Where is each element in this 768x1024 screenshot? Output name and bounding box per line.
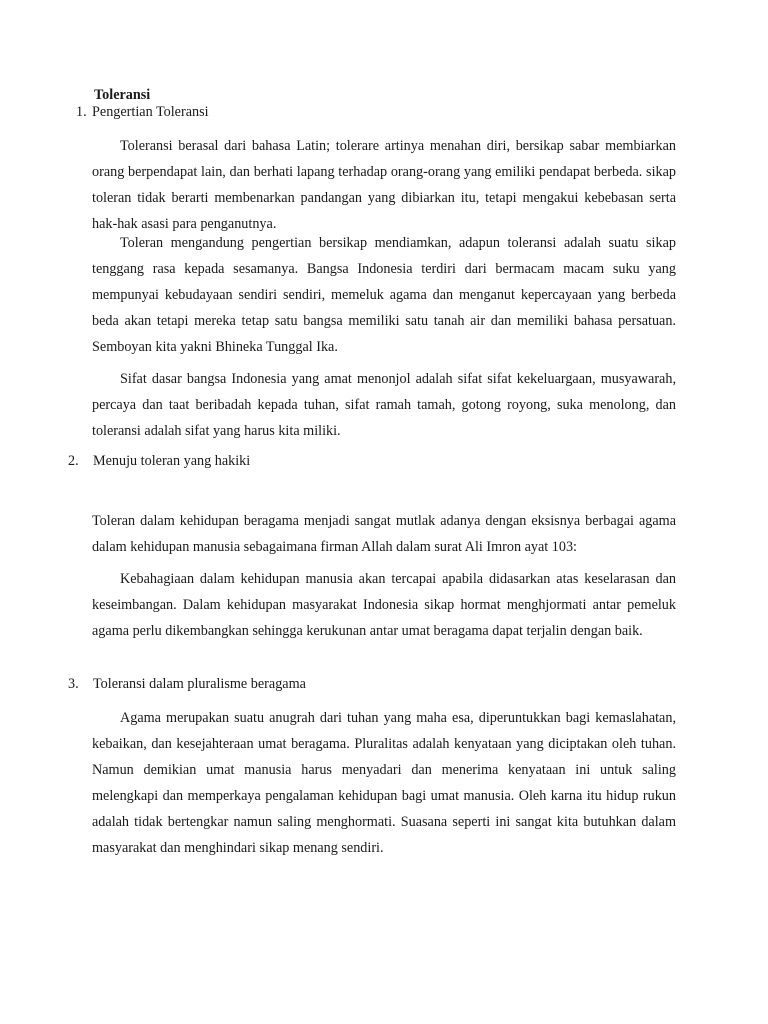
paragraph: Agama merupakan suatu anugrah dari tuhan yang maha esa, diperuntukkan bagi kemaslahatan, kebaikan, dan kesejahteraan umat beragama. Pluralitas adalah kenyataan yang diciptakan oleh tuhan. Namun demikian umat manusia harus menyadari dan menerima kenyataan ini untuk saling melengkapi dan memperkaya pengalaman kehidupan bagi umat manusia. Oleh karna itu hidup rukun adalah tidak bertengkar namun saling menghormati. Suasana seperti ini sangat kita butuhkan dalam masyarakat dan menghindari sikap menang sendiri.: [92, 710, 676, 857]
section-heading-text: Menuju toleran yang hakiki: [93, 453, 251, 469]
section-heading-text: Pengertian Toleransi: [92, 104, 209, 120]
paragraph: Toleransi berasal dari bahasa Latin; tolerare artinya menahan diri, bersikap sabar membiarkan orang berpendapat lain, dan berhati lapang terhadap orang-orang yang emiliki pendapat berbeda. sikap toleran tidak berarti membenarkan pandangan yang dibiarkan itu, tetapi mengakui kebebasan serta hak-hak asasi para penganutnya.: [92, 138, 676, 233]
document-title: Toleransi: [94, 87, 151, 103]
section-number: 2.: [68, 453, 79, 469]
paragraph: Toleran mengandung pengertian bersikap mendiamkan, adapun toleransi adalah suatu sikap tenggang rasa kepada sesamanya. Bangsa Indonesia terdiri dari bermacam macam suku yang mempunyai kebudayaan sendiri sendiri, memeluk agama dan menganut kepercayaan yang berbeda beda akan tetapi mereka tetap satu bangsa memiliki satu tanah air dan memiliki bahasa persatuan. Semboyan kita yakni Bhineka Tunggal Ika.: [92, 235, 676, 356]
paragraph: Sifat dasar bangsa Indonesia yang amat menonjol adalah sifat sifat kekeluargaan, musyawarah, percaya dan taat beribadah kepada tuhan, sifat ramah tamah, gotong royong, suka menolong, dan toleransi adalah sifat yang harus kita miliki.: [92, 371, 676, 440]
paragraph: Kebahagiaan dalam kehidupan manusia akan tercapai apabila didasarkan atas keselarasan dan keseimbangan. Dalam kehidupan masyarakat Indonesia sikap hormat menghjormati antar pemeluk agama perlu dikembangkan sehingga kerukunan antar umat beragama dapat terjalin dengan baik.: [92, 571, 676, 640]
section-heading-1: [76, 103, 209, 121]
section-number: 3.: [68, 676, 79, 692]
section-heading-2: [68, 452, 250, 470]
paragraph: Toleran dalam kehidupan beragama menjadi sangat mutlak adanya dengan eksisnya berbagai agama dalam kehidupan manusia sebagaimana firman Allah dalam surat Ali Imron ayat 103:: [92, 513, 676, 556]
section-heading-text: Toleransi dalam pluralisme beragama: [93, 676, 306, 692]
section-number: 1.: [76, 104, 87, 120]
section-heading-3: [68, 675, 306, 693]
